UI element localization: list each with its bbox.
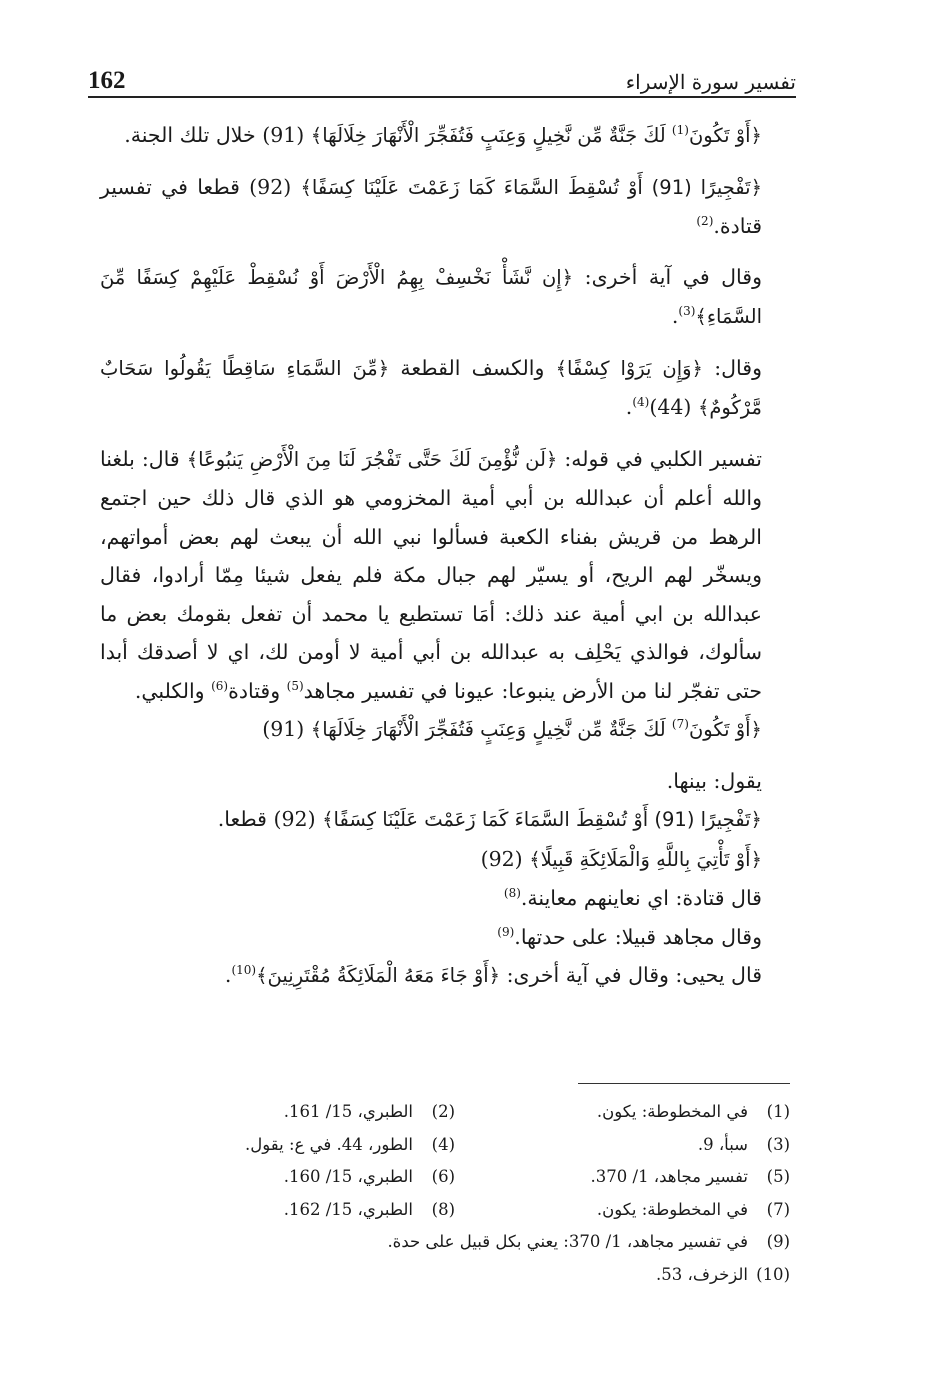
commentary-text: (92) قطعا في تفسير قتادة. xyxy=(100,174,762,238)
footnote-text: الطبري، 15/ 160. xyxy=(283,1167,413,1186)
footnote xyxy=(455,1129,790,1162)
footnote xyxy=(120,1096,455,1129)
footnote-ref: (8) xyxy=(503,886,521,901)
quran-quote: ﴿تَفْجِيرًا (91) أَوْ تُسْقِطَ السَّمَاءَ كَمَا زَعَمْتَ عَلَيْنَا كِسَفًا﴾ xyxy=(322,808,762,831)
footnote-number: (6) xyxy=(431,1167,455,1186)
commentary-text: وقال: xyxy=(702,355,762,380)
footnote xyxy=(455,1096,790,1129)
footnote-number: (9) xyxy=(766,1232,790,1251)
main-text xyxy=(100,116,798,996)
footnote-ref: (6) xyxy=(211,678,229,693)
commentary-text: (91) xyxy=(262,717,311,741)
footnote-number: (5) xyxy=(766,1167,790,1186)
page-number: 162 xyxy=(88,67,126,94)
footnote-ref: (9) xyxy=(497,924,515,939)
commentary-text: (91) خلال تلك الجنة. xyxy=(124,123,311,147)
footnote-ref: (2) xyxy=(696,214,714,229)
footnote-text: سبأ، 9. xyxy=(697,1134,748,1154)
paragraph xyxy=(100,879,798,918)
footnote-text: الطبري، 15/ 162. xyxy=(283,1199,413,1219)
footnote xyxy=(120,1259,790,1292)
commentary-text: يقول: بينها. xyxy=(666,768,762,793)
footnote-text: الطور، 44. في ع: يقول. xyxy=(245,1134,413,1154)
paragraph xyxy=(100,800,798,840)
footnote-number: (7) xyxy=(766,1199,790,1219)
footnote-number: (1) xyxy=(766,1102,790,1121)
commentary-text: والكلبي. xyxy=(134,678,212,703)
footnote-ref: (3) xyxy=(678,304,696,319)
footnote-ref: (1) xyxy=(671,123,689,138)
commentary-text: قال يحيى: وقال في آية أخرى: xyxy=(500,963,762,987)
quran-quote: ﴿أَوْ جَاءَ مَعَهُ الْمَلَائِكَةُ مُقْتَرِنِينَ﴾ xyxy=(256,964,501,987)
commentary-text: (44) xyxy=(649,395,698,419)
quran-quote: ﴿أَوْ تَأْتِيَ بِاللَّهِ وَالْمَلَائِكَةِ قَبِيلًا﴾ xyxy=(529,847,762,871)
footnote-row xyxy=(120,1096,790,1129)
footnote xyxy=(455,1194,790,1227)
footnote-number: (3) xyxy=(766,1134,790,1154)
footnote-text: الطبري، 15/ 161. xyxy=(283,1102,413,1121)
footnote-row xyxy=(120,1129,790,1162)
quran-quote: ﴿أَوْ تَكُونَ xyxy=(688,124,762,147)
footnote-text: في تفسير مجاهد، 1/ 370: يعني بكل قبيل على حدة. xyxy=(387,1232,748,1251)
footnote-row xyxy=(120,1161,790,1194)
quran-quote: لَكَ جَنَّةٌ مِّن نَّخِيلٍ وَعِنَبٍ فَتُفَجِّرَ الْأَنْهَارَ خِلَالَهَا﴾ xyxy=(310,124,672,147)
paragraph xyxy=(100,258,798,337)
footnote-ref: (7) xyxy=(671,717,689,732)
commentary-text: قال قتادة: اي نعاينهم معاينة. xyxy=(520,886,762,910)
commentary-text: والكسف القطعة xyxy=(389,355,556,380)
commentary-text: (92) قطعا. xyxy=(217,807,323,831)
paragraph xyxy=(100,762,798,801)
paragraph xyxy=(100,956,798,996)
footnote xyxy=(120,1161,455,1194)
footnote-ref: (4) xyxy=(632,395,650,410)
quran-quote: ﴿مِّنَ السَّمَاءِ سَاقِطًا يَقُولُوا سَحَابٌ مَّرْكُومٌ﴾ xyxy=(100,356,762,419)
footnote-text: في المخطوطة: يكون. xyxy=(596,1199,748,1219)
commentary-text: تفسير الكلبي في قوله: xyxy=(557,446,763,471)
quran-quote: ﴿أَوْ تَكُونَ xyxy=(688,718,762,741)
paragraph xyxy=(100,349,798,428)
footnote-divider xyxy=(578,1083,790,1084)
paragraph xyxy=(100,918,798,957)
footnotes xyxy=(120,1096,790,1291)
commentary-text: . xyxy=(625,395,633,419)
running-title: تفسير سورة الإسراء xyxy=(625,70,796,94)
footnote xyxy=(120,1194,455,1227)
quran-quote: ﴿إِن نَّشَأْ نَخْسِفْ بِهِمُ الْأَرْضَ أَوْ نُسْقِطْ عَلَيْهِمْ كِسَفًا مِّنَ السَّمَاءِ﴾ xyxy=(100,265,762,328)
commentary-text: . xyxy=(224,963,232,987)
footnote-text: الزخرف، 53. xyxy=(656,1264,748,1284)
quran-quote: ﴿وَإِن يَرَوْا كِسْفًا﴾ xyxy=(555,356,703,380)
footnote xyxy=(120,1226,790,1259)
paragraph xyxy=(100,710,798,750)
footnote-ref: (10) xyxy=(231,963,257,978)
quran-quote: لَكَ جَنَّةٌ مِّن نَّخِيلٍ وَعِنَبٍ فَتُفَجِّرَ الْأَنْهَارَ خِلَالَهَا﴾ xyxy=(310,718,672,741)
footnote-number: (2) xyxy=(431,1102,455,1121)
commentary-text: قال: بلغنا والله أعلم أن عبدالله بن أبي أمية المخزومي هو الذي قال ذلك حين اجتمع الرهط من قريش بفناء الكعبة فسألوا نبي الله أن يبعث لهم بعض أمواتهم، ويسخّر لهم الريح، أو يسيّر لهم جبال مكة فلم يفعل شيئا مِمّا أرادوا، فقال عبدالله بن ابي أمية عند ذلك: أمَا تستطيع يا محمد أن تفعل بقومك بعض ما سألوك، فوالذي يَحْلِف به عبدالله بن أبي أمية لا أومن لك، اي لا أصدقك أبدا حتى تفجّر لنا من الأرض ينبوعا: عيونا في تفسير مجاهد xyxy=(100,446,762,703)
paragraph xyxy=(100,168,798,246)
footnote-text: تفسير مجاهد، 1/ 370. xyxy=(590,1167,748,1186)
commentary-text: . xyxy=(671,304,679,328)
commentary-text: وقال في آية أخرى: xyxy=(573,264,762,289)
commentary-text: وقتادة xyxy=(228,678,287,703)
footnote-row xyxy=(120,1194,790,1227)
paragraph xyxy=(100,840,798,880)
commentary-text: (92) xyxy=(480,846,530,871)
commentary-text: وقال مجاهد قبيلا: على حدتها. xyxy=(514,924,762,949)
footnote-ref: (5) xyxy=(286,678,304,693)
footnote-number: (8) xyxy=(431,1199,455,1219)
paragraph xyxy=(100,440,798,711)
page-header xyxy=(88,62,796,98)
footnote xyxy=(455,1161,790,1194)
footnote xyxy=(120,1129,455,1162)
paragraph xyxy=(100,116,798,156)
footnote-number: (4) xyxy=(431,1134,455,1154)
quran-quote: ﴿لَن نُّؤْمِنَ لَكَ حَتَّى تَفْجُرَ لَنَا مِنَ الْأَرْضِ يَنبُوعًا﴾ xyxy=(186,447,558,471)
footnote-text: في المخطوطة: يكون. xyxy=(596,1102,748,1121)
quran-quote: ﴿تَفْجِيرًا (91) أَوْ تُسْقِطَ السَّمَاءَ كَمَا زَعَمْتَ عَلَيْنَا كِسَفًا﴾ xyxy=(300,175,763,199)
footnote-number: (10) xyxy=(756,1264,790,1284)
